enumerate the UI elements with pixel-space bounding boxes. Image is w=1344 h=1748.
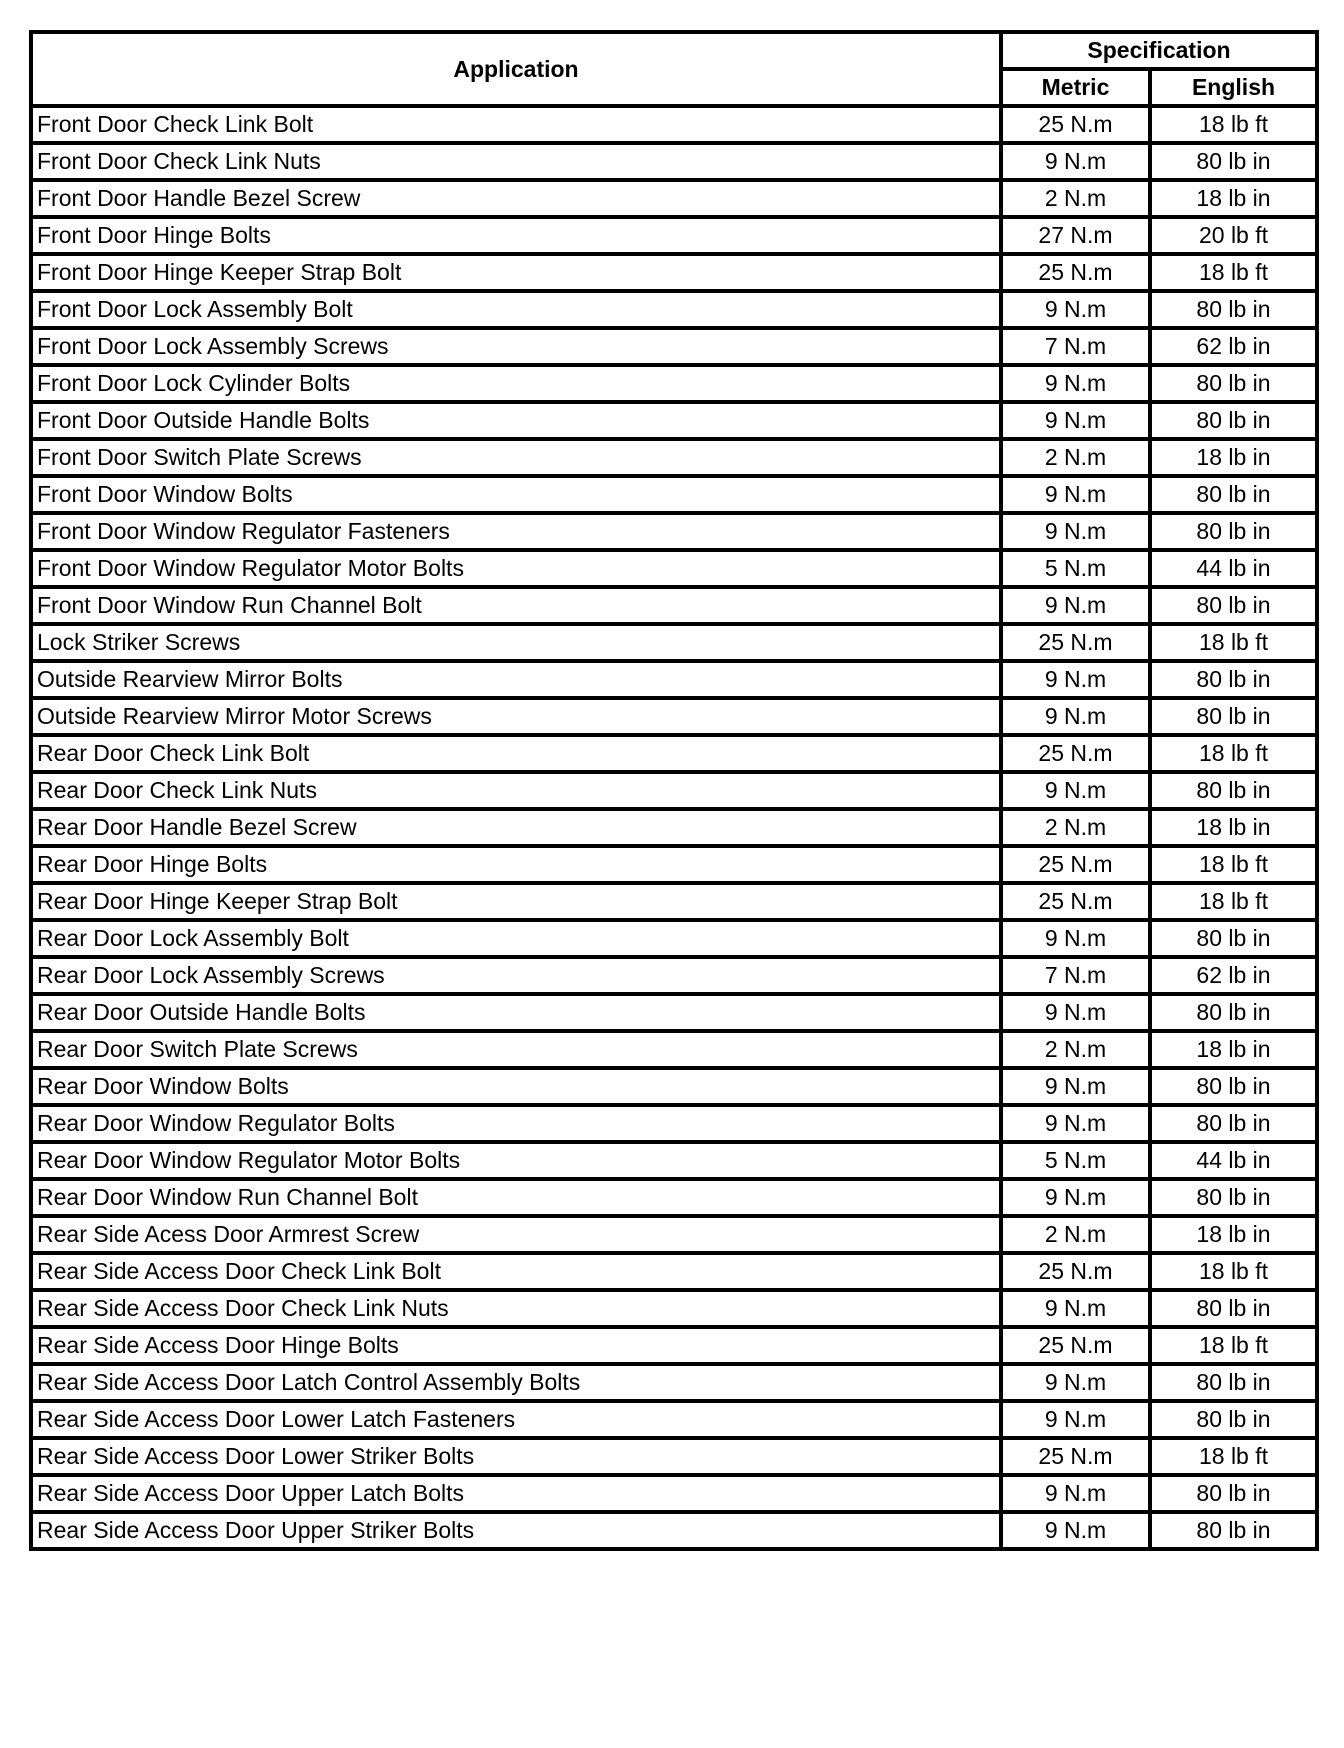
metric-cell: 9 N.m: [1001, 920, 1150, 957]
table-row: [31, 772, 1317, 809]
table-row: [31, 661, 1317, 698]
metric-cell: 5 N.m: [1001, 550, 1150, 587]
application-cell: Rear Door Window Run Channel Bolt: [31, 1179, 1001, 1216]
table-row: [31, 1216, 1317, 1253]
english-cell: 18 lb ft: [1150, 1253, 1317, 1290]
application-cell: Front Door Outside Handle Bolts: [31, 402, 1001, 439]
english-cell: 80 lb in: [1150, 698, 1317, 735]
application-cell: Front Door Hinge Keeper Strap Bolt: [31, 254, 1001, 291]
metric-cell: 9 N.m: [1001, 402, 1150, 439]
english-cell: 44 lb in: [1150, 550, 1317, 587]
application-cell: Rear Side Access Door Upper Striker Bolts: [31, 1512, 1001, 1549]
table-row: [31, 254, 1317, 291]
english-cell: 80 lb in: [1150, 661, 1317, 698]
torque-spec-table: [29, 30, 1319, 1551]
table-row: [31, 846, 1317, 883]
english-cell: 80 lb in: [1150, 1105, 1317, 1142]
english-cell: 18 lb ft: [1150, 883, 1317, 920]
english-cell: 18 lb in: [1150, 1216, 1317, 1253]
table-row: [31, 1327, 1317, 1364]
metric-cell: 7 N.m: [1001, 328, 1150, 365]
application-cell: Rear Door Check Link Nuts: [31, 772, 1001, 809]
table-row: [31, 624, 1317, 661]
metric-cell: 9 N.m: [1001, 1475, 1150, 1512]
metric-header: Metric: [1001, 69, 1150, 106]
table-row: [31, 957, 1317, 994]
english-cell: 80 lb in: [1150, 1512, 1317, 1549]
metric-cell: 25 N.m: [1001, 735, 1150, 772]
metric-cell: 25 N.m: [1001, 106, 1150, 143]
english-cell: 80 lb in: [1150, 920, 1317, 957]
table-row: [31, 217, 1317, 254]
metric-cell: 25 N.m: [1001, 846, 1150, 883]
english-cell: 18 lb ft: [1150, 735, 1317, 772]
english-cell: 62 lb in: [1150, 328, 1317, 365]
specification-header: Specification: [1001, 32, 1317, 69]
english-cell: 18 lb ft: [1150, 106, 1317, 143]
metric-cell: 9 N.m: [1001, 587, 1150, 624]
english-cell: 18 lb ft: [1150, 1327, 1317, 1364]
metric-cell: 25 N.m: [1001, 254, 1150, 291]
table-row: [31, 698, 1317, 735]
table-row: [31, 1401, 1317, 1438]
metric-cell: 25 N.m: [1001, 1253, 1150, 1290]
application-cell: Front Door Hinge Bolts: [31, 217, 1001, 254]
application-cell: Outside Rearview Mirror Bolts: [31, 661, 1001, 698]
application-cell: Rear Door Window Regulator Bolts: [31, 1105, 1001, 1142]
application-cell: Rear Side Access Door Check Link Nuts: [31, 1290, 1001, 1327]
application-cell: Front Door Lock Assembly Screws: [31, 328, 1001, 365]
metric-cell: 25 N.m: [1001, 624, 1150, 661]
english-cell: 80 lb in: [1150, 1290, 1317, 1327]
metric-cell: 9 N.m: [1001, 1364, 1150, 1401]
metric-cell: 9 N.m: [1001, 1401, 1150, 1438]
table-row: [31, 550, 1317, 587]
application-cell: Rear Door Outside Handle Bolts: [31, 994, 1001, 1031]
english-cell: 80 lb in: [1150, 1475, 1317, 1512]
table-row: [31, 1068, 1317, 1105]
application-cell: Front Door Window Regulator Motor Bolts: [31, 550, 1001, 587]
application-cell: Rear Side Access Door Lower Latch Fasteners: [31, 1401, 1001, 1438]
application-cell: Rear Door Lock Assembly Bolt: [31, 920, 1001, 957]
application-cell: Rear Door Window Bolts: [31, 1068, 1001, 1105]
application-cell: Front Door Switch Plate Screws: [31, 439, 1001, 476]
application-cell: Front Door Lock Assembly Bolt: [31, 291, 1001, 328]
metric-cell: 9 N.m: [1001, 1068, 1150, 1105]
table-row: [31, 180, 1317, 217]
english-cell: 18 lb ft: [1150, 1438, 1317, 1475]
application-cell: Rear Door Window Regulator Motor Bolts: [31, 1142, 1001, 1179]
application-cell: Rear Side Access Door Check Link Bolt: [31, 1253, 1001, 1290]
table-row: [31, 476, 1317, 513]
application-cell: Rear Door Lock Assembly Screws: [31, 957, 1001, 994]
application-cell: Rear Door Handle Bezel Screw: [31, 809, 1001, 846]
table-row: [31, 587, 1317, 624]
table-row: [31, 1364, 1317, 1401]
english-cell: 80 lb in: [1150, 513, 1317, 550]
table-row: [31, 883, 1317, 920]
table-row: [31, 365, 1317, 402]
table-row: [31, 328, 1317, 365]
application-cell: Rear Side Access Door Lower Striker Bolts: [31, 1438, 1001, 1475]
metric-cell: 2 N.m: [1001, 809, 1150, 846]
english-cell: 80 lb in: [1150, 1364, 1317, 1401]
metric-cell: 27 N.m: [1001, 217, 1150, 254]
table-row: [31, 513, 1317, 550]
application-cell: Front Door Window Bolts: [31, 476, 1001, 513]
table-row: [31, 994, 1317, 1031]
english-cell: 80 lb in: [1150, 291, 1317, 328]
metric-cell: 25 N.m: [1001, 883, 1150, 920]
table-row: [31, 402, 1317, 439]
english-cell: 80 lb in: [1150, 476, 1317, 513]
metric-cell: 2 N.m: [1001, 1216, 1150, 1253]
table-row: [31, 1290, 1317, 1327]
application-cell: Rear Side Access Door Hinge Bolts: [31, 1327, 1001, 1364]
metric-cell: 7 N.m: [1001, 957, 1150, 994]
application-cell: Front Door Window Run Channel Bolt: [31, 587, 1001, 624]
application-cell: Rear Door Hinge Keeper Strap Bolt: [31, 883, 1001, 920]
metric-cell: 25 N.m: [1001, 1438, 1150, 1475]
application-cell: Rear Side Acess Door Armrest Screw: [31, 1216, 1001, 1253]
application-cell: Front Door Window Regulator Fasteners: [31, 513, 1001, 550]
english-cell: 62 lb in: [1150, 957, 1317, 994]
table-row: [31, 1142, 1317, 1179]
application-cell: Front Door Lock Cylinder Bolts: [31, 365, 1001, 402]
table-row: [31, 735, 1317, 772]
english-header: English: [1150, 69, 1317, 106]
table-row: [31, 1438, 1317, 1475]
english-cell: 18 lb in: [1150, 1031, 1317, 1068]
table-row: [31, 1253, 1317, 1290]
english-cell: 44 lb in: [1150, 1142, 1317, 1179]
english-cell: 80 lb in: [1150, 1179, 1317, 1216]
english-cell: 80 lb in: [1150, 994, 1317, 1031]
metric-cell: 2 N.m: [1001, 1031, 1150, 1068]
application-header: Application: [31, 32, 1001, 106]
english-cell: 18 lb in: [1150, 180, 1317, 217]
table-row: [31, 143, 1317, 180]
metric-cell: 9 N.m: [1001, 476, 1150, 513]
english-cell: 80 lb in: [1150, 1401, 1317, 1438]
english-cell: 80 lb in: [1150, 402, 1317, 439]
metric-cell: 9 N.m: [1001, 513, 1150, 550]
table-row: [31, 1512, 1317, 1549]
english-cell: 18 lb in: [1150, 439, 1317, 476]
metric-cell: 5 N.m: [1001, 1142, 1150, 1179]
table-row: [31, 1031, 1317, 1068]
table-row: [31, 291, 1317, 328]
application-cell: Front Door Handle Bezel Screw: [31, 180, 1001, 217]
application-cell: Front Door Check Link Bolt: [31, 106, 1001, 143]
metric-cell: 9 N.m: [1001, 1512, 1150, 1549]
application-cell: Rear Side Access Door Upper Latch Bolts: [31, 1475, 1001, 1512]
english-cell: 80 lb in: [1150, 772, 1317, 809]
metric-cell: 9 N.m: [1001, 365, 1150, 402]
table-row: [31, 920, 1317, 957]
metric-cell: 2 N.m: [1001, 439, 1150, 476]
metric-cell: 9 N.m: [1001, 698, 1150, 735]
metric-cell: 9 N.m: [1001, 1290, 1150, 1327]
metric-cell: 9 N.m: [1001, 772, 1150, 809]
english-cell: 18 lb ft: [1150, 254, 1317, 291]
english-cell: 18 lb in: [1150, 809, 1317, 846]
metric-cell: 9 N.m: [1001, 661, 1150, 698]
metric-cell: 9 N.m: [1001, 143, 1150, 180]
table-row: [31, 1179, 1317, 1216]
metric-cell: 9 N.m: [1001, 994, 1150, 1031]
metric-cell: 2 N.m: [1001, 180, 1150, 217]
english-cell: 18 lb ft: [1150, 624, 1317, 661]
application-cell: Lock Striker Screws: [31, 624, 1001, 661]
table-row: [31, 106, 1317, 143]
english-cell: 80 lb in: [1150, 365, 1317, 402]
metric-cell: 9 N.m: [1001, 1105, 1150, 1142]
application-cell: Outside Rearview Mirror Motor Screws: [31, 698, 1001, 735]
english-cell: 20 lb ft: [1150, 217, 1317, 254]
application-cell: Rear Door Switch Plate Screws: [31, 1031, 1001, 1068]
metric-cell: 9 N.m: [1001, 291, 1150, 328]
application-cell: Rear Side Access Door Latch Control Assembly Bolts: [31, 1364, 1001, 1401]
english-cell: 80 lb in: [1150, 143, 1317, 180]
english-cell: 80 lb in: [1150, 1068, 1317, 1105]
application-cell: Rear Door Hinge Bolts: [31, 846, 1001, 883]
table-header: [31, 32, 1317, 106]
metric-cell: 25 N.m: [1001, 1327, 1150, 1364]
table-row: [31, 809, 1317, 846]
english-cell: 18 lb ft: [1150, 846, 1317, 883]
application-cell: Front Door Check Link Nuts: [31, 143, 1001, 180]
english-cell: 80 lb in: [1150, 587, 1317, 624]
application-cell: Rear Door Check Link Bolt: [31, 735, 1001, 772]
table-row: [31, 1475, 1317, 1512]
table-row: [31, 1105, 1317, 1142]
metric-cell: 9 N.m: [1001, 1179, 1150, 1216]
table-row: [31, 439, 1317, 476]
table-body: [31, 106, 1317, 1549]
